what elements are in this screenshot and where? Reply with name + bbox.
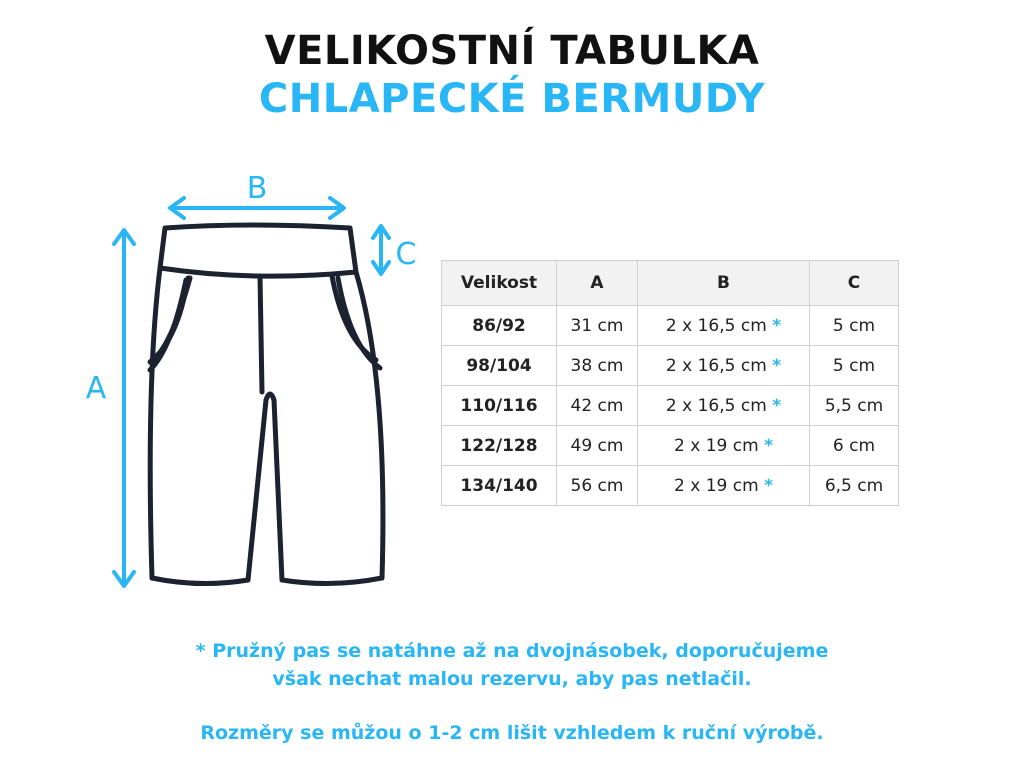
cell-size: 86/92	[442, 306, 557, 346]
table-row	[442, 346, 899, 386]
shorts-outline	[150, 225, 383, 584]
cell-size: 134/140	[442, 466, 557, 506]
cell-b	[638, 426, 810, 466]
cell-c: 5 cm	[810, 346, 899, 386]
column-header-size: Velikost	[442, 261, 557, 306]
asterisk-mark: *	[772, 395, 782, 416]
cell-size: 122/128	[442, 426, 557, 466]
cell-a: 31 cm	[557, 306, 638, 346]
page-title: VELIKOSTNÍ TABULKA	[264, 28, 760, 74]
shorts-diagram	[70, 160, 430, 600]
table-row	[442, 386, 899, 426]
disclaimer-text: Rozměry se můžou o 1-2 cm lišit vzhledem k ruční výrobě.	[200, 722, 824, 744]
dimension-c-arrow	[373, 226, 389, 274]
column-header-b: B	[638, 261, 810, 306]
cell-c: 6,5 cm	[810, 466, 899, 506]
table-row	[442, 466, 899, 506]
asterisk-mark: *	[764, 435, 773, 456]
asterisk-mark: *	[772, 315, 782, 336]
dimension-a-label: A	[85, 371, 107, 406]
footnote-line-1: * Pružný pas se natáhne až na dvojnásobek, doporučujeme	[195, 640, 829, 662]
footnote-line-2: však nechat malou rezervu, aby pas netlačil.	[272, 668, 752, 690]
cell-b	[638, 306, 810, 346]
cell-b-value: 2 x 16,5 cm	[665, 355, 767, 376]
asterisk-mark: *	[764, 475, 773, 496]
cell-b-value: 2 x 16,5 cm	[665, 395, 767, 416]
table-header-row	[442, 261, 899, 306]
cell-a: 49 cm	[557, 426, 638, 466]
cell-b-value: 2 x 19 cm	[674, 475, 759, 496]
center-seam	[260, 276, 262, 392]
cell-b-value: 2 x 16,5 cm	[665, 315, 767, 336]
page-subtitle: CHLAPECKÉ BERMUDY	[258, 76, 766, 122]
cell-a: 56 cm	[557, 466, 638, 506]
dimension-c-label: C	[395, 237, 417, 272]
cell-c: 5,5 cm	[810, 386, 899, 426]
dimension-b-label: B	[246, 171, 268, 206]
waistband	[160, 225, 356, 276]
table-row	[442, 426, 899, 466]
cell-b	[638, 466, 810, 506]
cell-c: 5 cm	[810, 306, 899, 346]
column-header-c: C	[810, 261, 899, 306]
size-table	[441, 260, 899, 506]
cell-size: 98/104	[442, 346, 557, 386]
asterisk-mark: *	[772, 355, 782, 376]
dimension-a-arrow	[114, 230, 134, 586]
table-row	[442, 306, 899, 346]
cell-a: 38 cm	[557, 346, 638, 386]
cell-a: 42 cm	[557, 386, 638, 426]
cell-b-value: 2 x 19 cm	[674, 435, 759, 456]
column-header-a: A	[557, 261, 638, 306]
cell-b	[638, 346, 810, 386]
cell-b	[638, 386, 810, 426]
cell-size: 110/116	[442, 386, 557, 426]
cell-c: 6 cm	[810, 426, 899, 466]
